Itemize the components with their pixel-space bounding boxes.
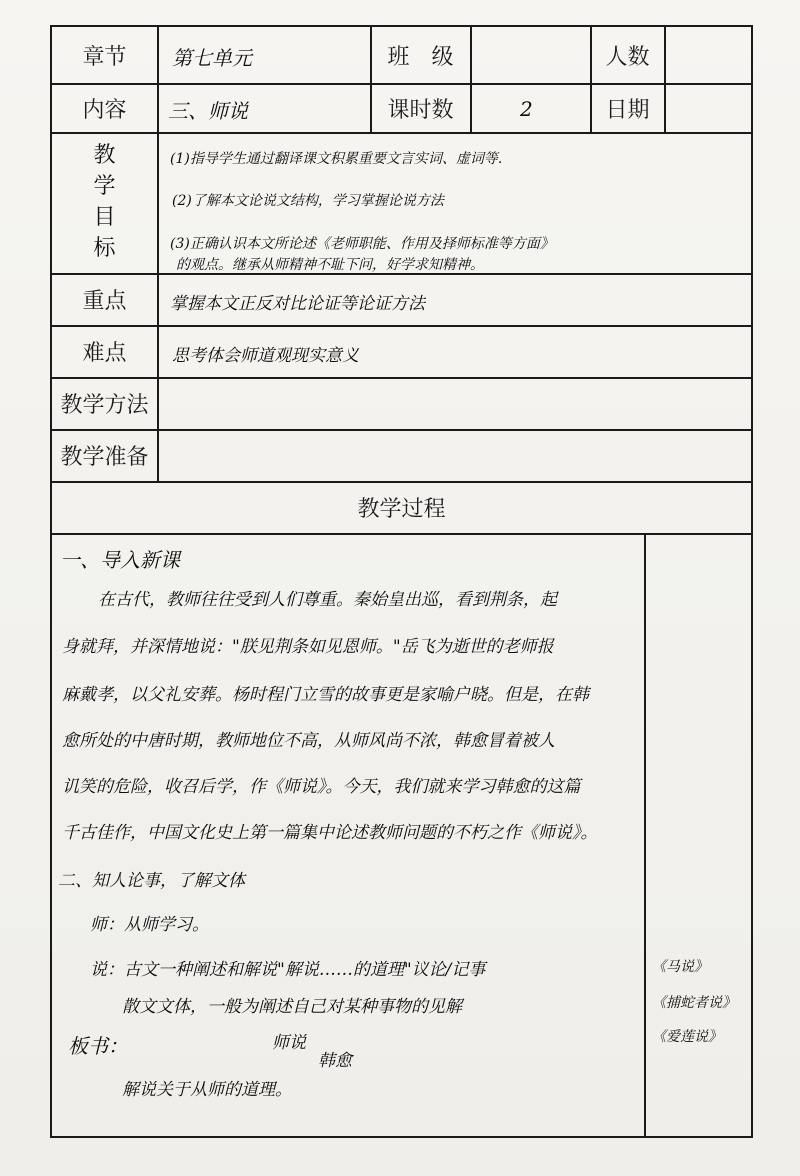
hours-label: 课时数: [387, 97, 454, 123]
section1-line: 在古代，教师往往受到人们尊重。秦始皇出巡，看到荆条，起: [98, 590, 557, 610]
difficulties-value: 思考体会师道观现实意义: [172, 346, 359, 366]
key-points-value: 掌握本文正反对比论证等论证方法: [170, 294, 425, 314]
col-divider: [157, 25, 159, 481]
board-label: 板书：: [68, 1034, 128, 1058]
section1-line: 千古佳作，中国文化史上第一篇集中论述教师问题的不朽之作《师说》。: [62, 823, 598, 843]
col-divider: [470, 25, 472, 132]
class-label: 班 级: [387, 44, 454, 70]
hours-value: 2: [520, 97, 533, 121]
chapter-label: 章节: [82, 44, 127, 70]
section1-heading: 一、导入新课: [60, 548, 180, 572]
board-title: 师说: [272, 1033, 306, 1053]
section2-heading: 二、知人论事，了解文体: [58, 871, 245, 891]
objective-item: (1)指导学生通过翻译课文积累重要文言实词、虚词等.: [170, 151, 503, 167]
objectives-label-char: 教: [93, 143, 116, 168]
shuo-definition-line: 说：古文一种阐述和解说"解说……的道理"议论/记事: [90, 960, 486, 980]
date-label: 日期: [605, 97, 650, 123]
objectives-label-char: 目: [93, 205, 116, 230]
board-line: 解说关于从师的道理。: [122, 1080, 292, 1100]
chapter-value: 第七单元: [172, 46, 252, 70]
preparation-label: 教学准备: [60, 445, 149, 470]
objectives-label: [52, 140, 157, 264]
count-label: 人数: [605, 44, 650, 70]
difficulties-label: 难点: [82, 341, 127, 366]
col-divider: [664, 25, 666, 132]
section1-line: 身就拜，并深情地说："朕见荆条如见恩师。"岳飞为逝世的老师报: [62, 637, 554, 657]
section1-line: 愈所处的中唐时期，教师地位不高，从师风尚不浓，韩愈冒着被人: [62, 731, 555, 751]
shi-definition: 师：从师学习。: [90, 915, 209, 935]
side-note: 《马说》: [652, 959, 708, 975]
objectives-label-char: 标: [93, 236, 116, 261]
shuo-definition-line: 散文文体，一般为阐述自己对某种事物的见解: [122, 997, 462, 1017]
notes-column-divider: [644, 533, 646, 1138]
section1-line: 讥笑的危险，收召后学，作《师说》。今天，我们就来学习韩愈的这篇: [62, 777, 581, 797]
board-author: 韩愈: [318, 1051, 352, 1071]
process-title: 教学过程: [357, 497, 446, 522]
side-note: 《捕蛇者说》: [652, 995, 736, 1011]
content-label: 内容: [82, 97, 127, 123]
content-value: 三、师说: [168, 99, 248, 123]
key-points-label: 重点: [82, 289, 127, 314]
section1-line: 麻戴孝，以父礼安葬。杨时程门立雪的故事更是家喻户晓。但是，在韩: [62, 685, 589, 705]
objective-item: 的观点。继承从师精神不耻下问，好学求知精神。: [176, 257, 484, 273]
objective-item: (3)正确认识本文所论述《老师职能、作用及择师标准等方面》: [170, 236, 554, 252]
objective-item: (2)了解本文论说文结构，学习掌握论说方法: [172, 193, 444, 209]
side-note: 《爱莲说》: [652, 1029, 722, 1045]
row-divider: [50, 132, 753, 134]
row-divider: [50, 533, 753, 535]
objectives-label-char: 学: [93, 174, 116, 199]
method-label: 教学方法: [60, 393, 149, 418]
